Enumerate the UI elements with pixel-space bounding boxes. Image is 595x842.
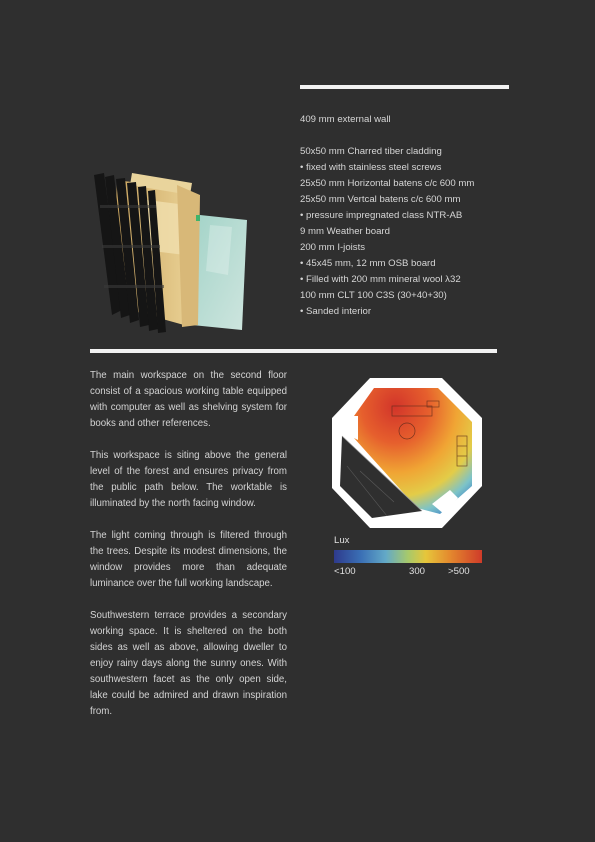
lux-scale-labels	[334, 566, 484, 580]
wall-spec-line: • Sanded interior	[300, 306, 372, 317]
wall-spec-line: 100 mm CLT 100 C3S (30+40+30)	[300, 290, 447, 301]
workspace-description	[90, 368, 287, 736]
wall-specification	[300, 112, 530, 320]
wall-spec-line: • fixed with stainless steel screws	[300, 162, 442, 173]
wall-spec-line: • pressure impregnated class NTR-AB	[300, 210, 463, 221]
paragraph: This workspace is siting above the general level of the forest and ensures privacy from the public path below. The worktable is illuminated by the north facing window.	[90, 450, 287, 509]
wall-spec-line: 9 mm Weather board	[300, 226, 390, 237]
section-divider-rule	[90, 349, 497, 353]
lux-floor-plan	[332, 376, 482, 528]
wall-spec-line: 25x50 mm Vertcal batens c/c 600 mm	[300, 194, 461, 205]
wall-spec-line: 50x50 mm Charred tiber cladding	[300, 146, 442, 157]
wall-spec-line: 200 mm I-joists	[300, 242, 366, 253]
wall-spec-line: • 45x45 mm, 12 mm OSB board	[300, 258, 436, 269]
paragraph: The light coming through is filtered through the trees. Despite its modest dimensions, the window provides more than adequate luminance over the full working landscape.	[90, 530, 287, 589]
lux-legend	[334, 535, 484, 580]
paragraph: The main workspace on the second floor consist of a spacious working table equipped with computer as well as shelving system for books and other references.	[90, 370, 287, 429]
lux-legend-title: Lux	[334, 535, 350, 546]
wall-spec-line: • Filled with 200 mm mineral wool λ32	[300, 274, 461, 285]
lux-color-scale	[334, 550, 482, 563]
lux-max-label: >500	[448, 566, 470, 577]
wall-spec-title: 409 mm external wall	[300, 114, 391, 125]
lux-min-label: <100	[334, 566, 356, 577]
lux-mid-label: 300	[409, 566, 426, 577]
top-divider-rule	[300, 85, 509, 89]
paragraph: Southwestern terrace provides a secondary working space. It is sheltered on the both sides as well as above, allowing dweller to enjoy rainy days along the sunny ones. With southwestern facet as the only open side, lake could be admired and drawn inspiration from.	[90, 610, 287, 717]
wall-spec-line: 25x50 mm Horizontal batens c/c 600 mm	[300, 178, 475, 189]
wall-section-illustration	[92, 165, 277, 335]
